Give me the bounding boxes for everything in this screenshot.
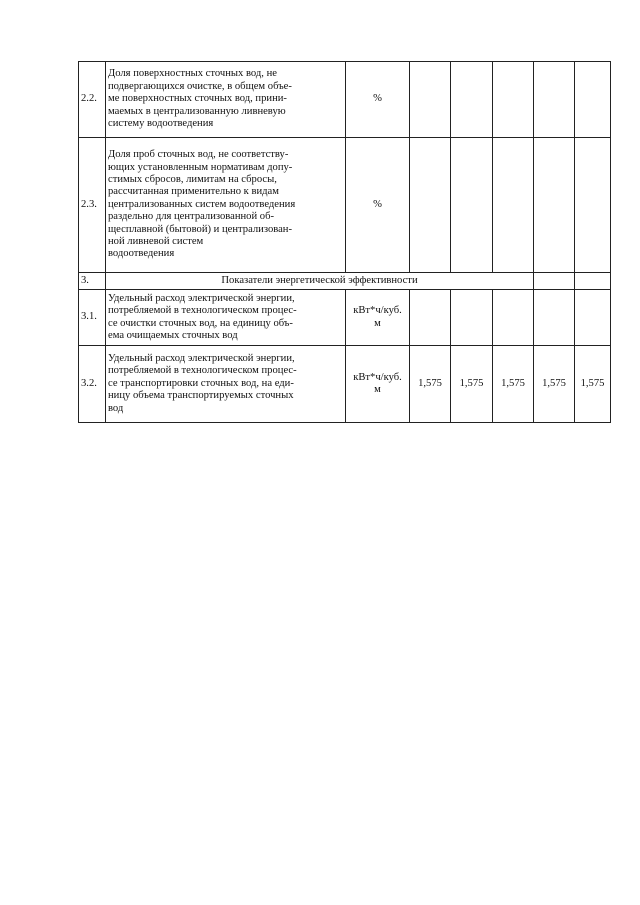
table-row <box>79 138 611 273</box>
table-row <box>79 346 611 423</box>
section-row <box>79 273 611 290</box>
value-cell: 1,575 <box>493 346 534 423</box>
value-cell <box>575 138 611 273</box>
value-cell: 1,575 <box>451 346 493 423</box>
table-row <box>79 290 611 346</box>
row-unit: кВт*ч/куб. м <box>346 290 410 346</box>
value-cell <box>575 62 611 138</box>
value-cell <box>575 290 611 346</box>
value-cell <box>410 62 451 138</box>
value-cell <box>534 138 575 273</box>
row-unit: кВт*ч/куб. м <box>346 346 410 423</box>
value-cell <box>451 138 493 273</box>
table-row <box>79 62 611 138</box>
value-cell <box>534 290 575 346</box>
row-unit: % <box>346 62 410 138</box>
value-cell <box>410 138 451 273</box>
value-cell <box>410 290 451 346</box>
row-number: 3.2. <box>79 346 106 423</box>
indicators-table <box>78 61 611 423</box>
value-cell <box>493 138 534 273</box>
value-cell: 1,575 <box>410 346 451 423</box>
value-cell <box>451 290 493 346</box>
row-description: Удельный расход электрической энергии, потребляемой в технологическом процес- се очистки сточных вод, на единицу объ- ема очищаемых сточных вод <box>106 290 346 346</box>
row-description: Доля проб сточных вод, не соответству- ющих установленным нормативам допу- стимых сбросов, лимитам на сбросы, рассчитанная применительно к видам централизованных систем водоотведения раздельно для централизованной об- щесплавной (бытовой) и централизован- ной ливневой систем водоотведения <box>106 138 346 273</box>
value-cell <box>451 62 493 138</box>
row-number: 2.2. <box>79 62 106 138</box>
value-cell <box>575 273 611 290</box>
value-cell <box>534 273 575 290</box>
value-cell: 1,575 <box>575 346 611 423</box>
row-number: 2.3. <box>79 138 106 273</box>
section-number: 3. <box>79 273 106 290</box>
value-cell: 1,575 <box>534 346 575 423</box>
value-cell <box>493 62 534 138</box>
value-cell <box>493 290 534 346</box>
value-cell <box>534 62 575 138</box>
row-number: 3.1. <box>79 290 106 346</box>
row-description: Доля поверхностных сточных вод, не подвергающихся очистке, в общем объе- ме поверхностных сточных вод, прини- маемых в централизованную ливневую систему водоотведения <box>106 62 346 138</box>
row-unit: % <box>346 138 410 273</box>
section-title: Показатели энергетической эффективности <box>106 273 534 290</box>
row-description: Удельный расход электрической энергии, потребляемой в технологическом процес- се транспортировки сточных вод, на еди- ницу объема транспортируемых сточных вод <box>106 346 346 423</box>
